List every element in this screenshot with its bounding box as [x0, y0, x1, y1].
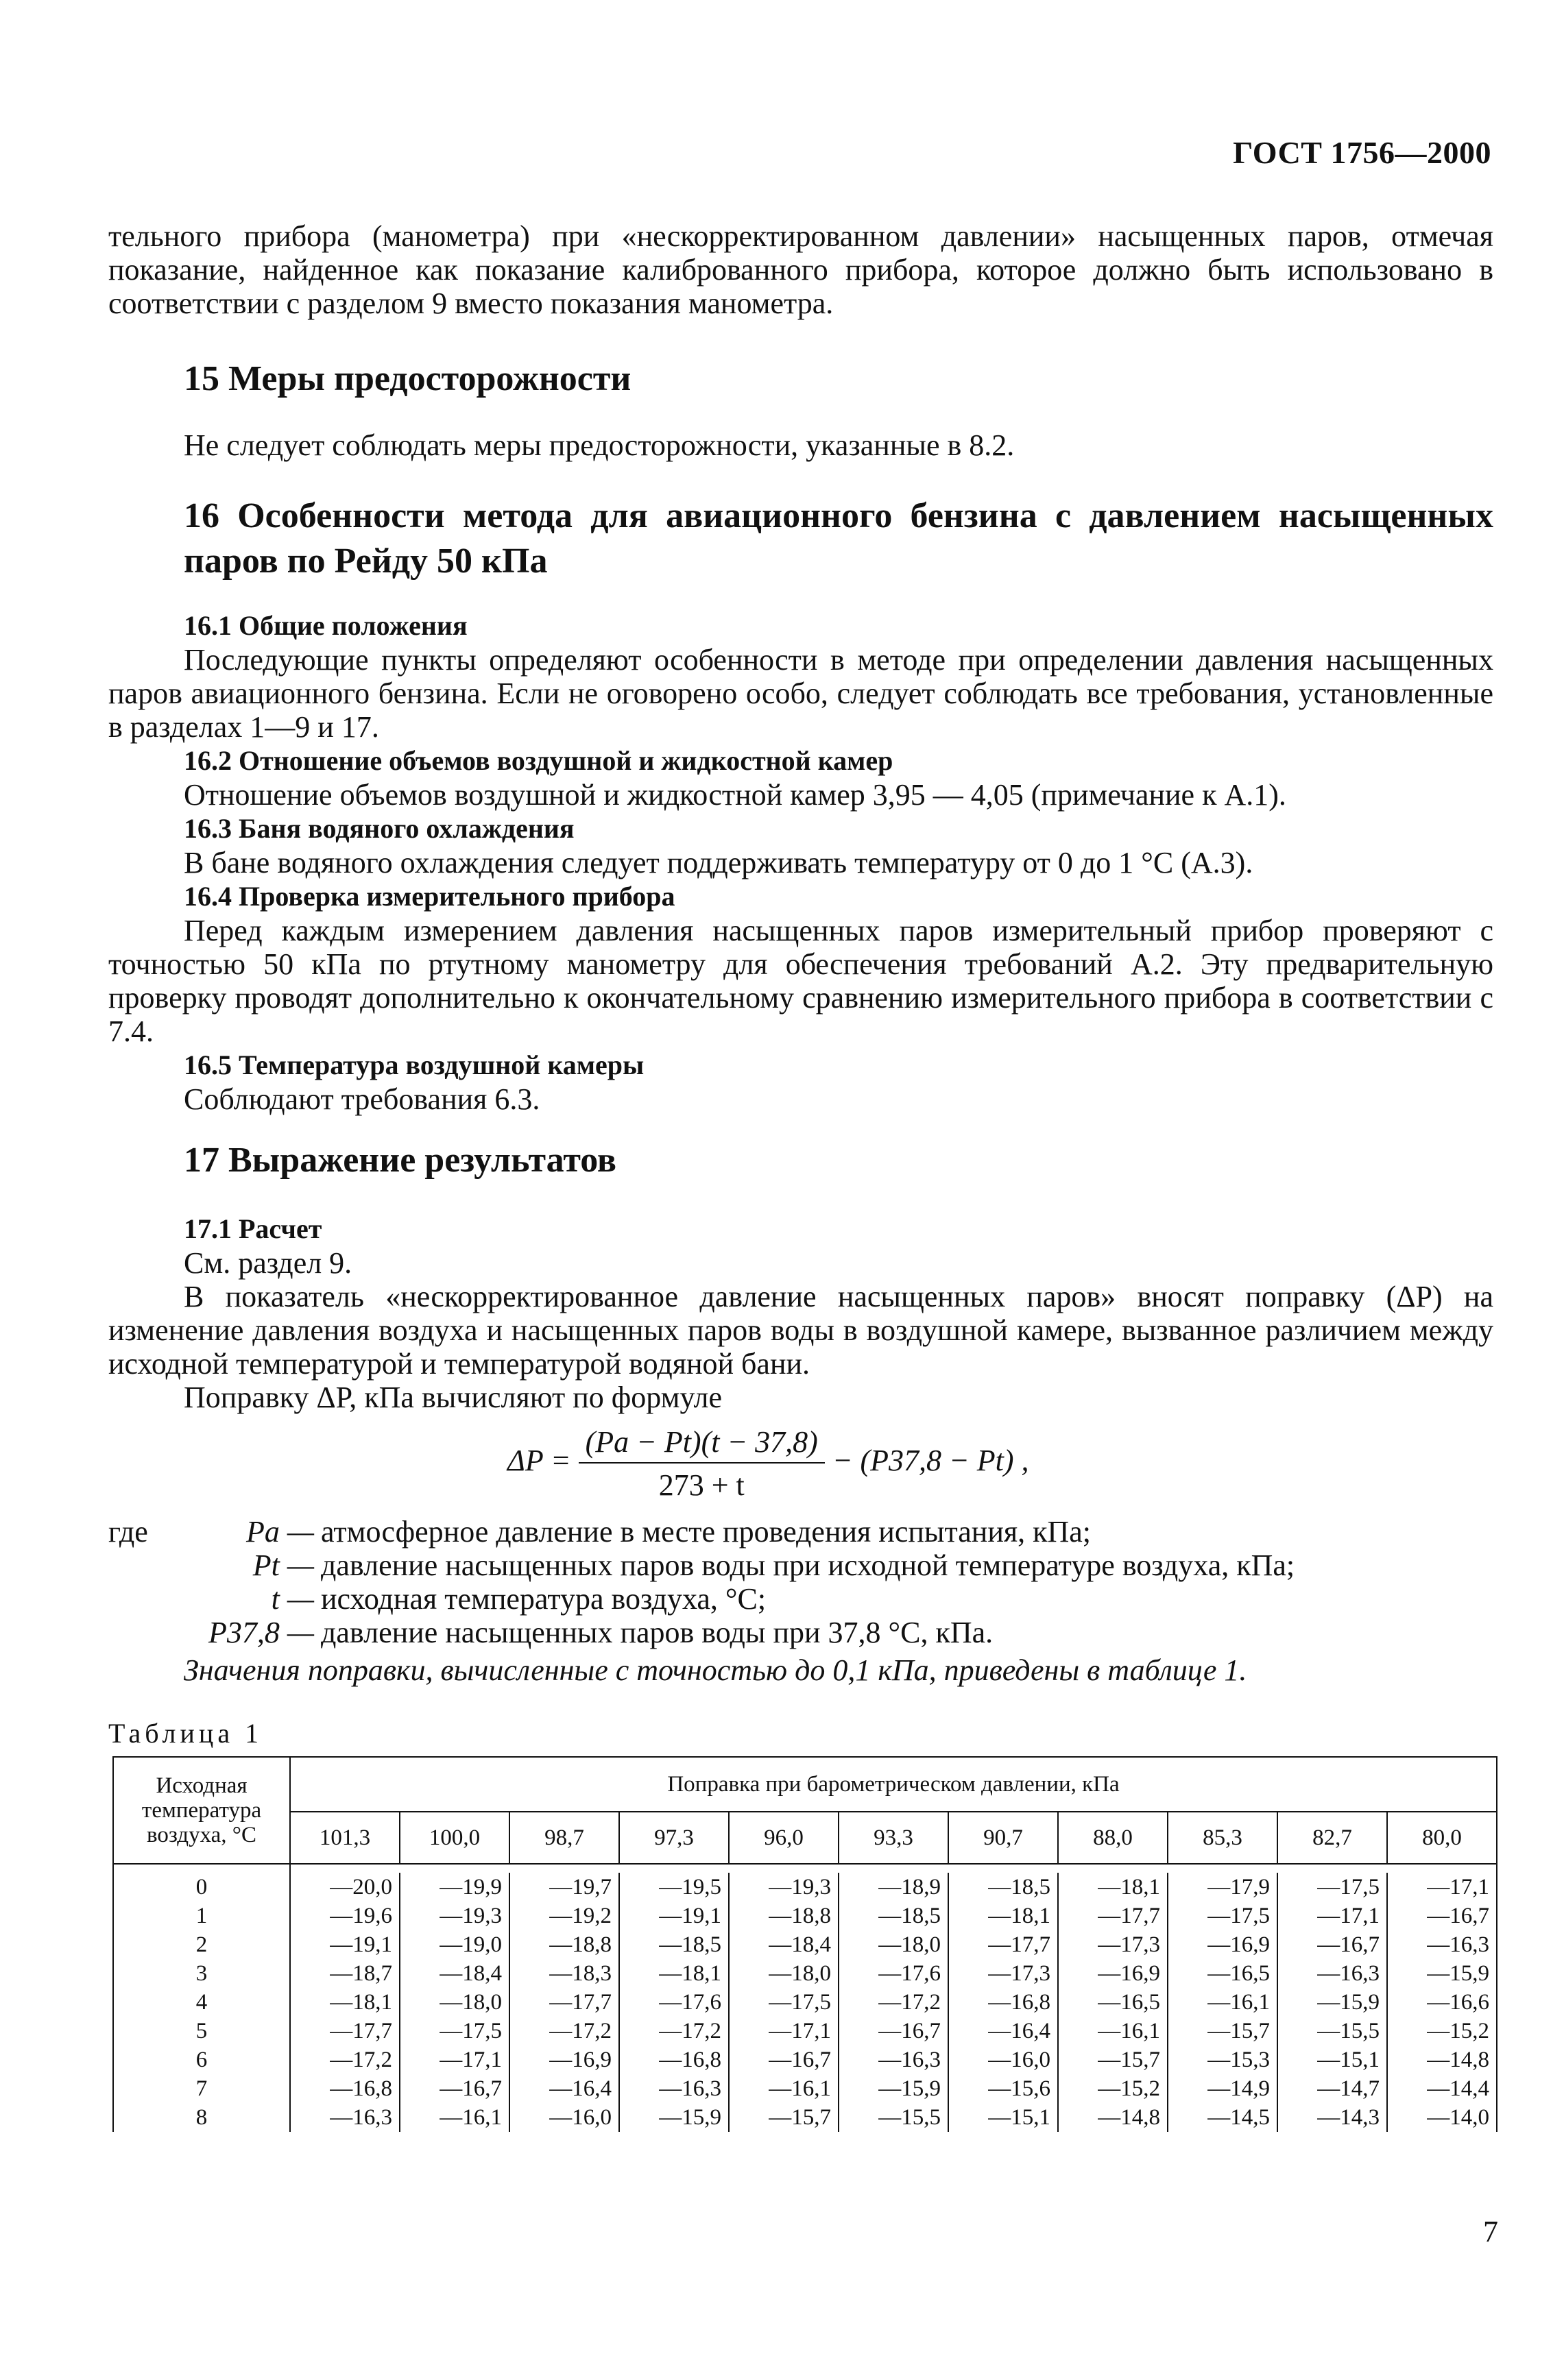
legend-desc: исходная температура воздуха, °С;: [321, 1582, 767, 1616]
correction-value-cell: —16,3: [839, 2045, 948, 2074]
correction-value-cell: —15,2: [1387, 2017, 1497, 2045]
column-header: 82,7: [1277, 1812, 1387, 1864]
row-header-line: Исходная: [156, 1773, 248, 1798]
correction-value-cell: —18,5: [619, 1930, 729, 1959]
correction-value-cell: —18,0: [400, 1988, 509, 2017]
row-header-line: воздуха, °С: [146, 1823, 256, 1847]
section-17-title: 17 Выражение результатов: [184, 1141, 616, 1180]
legend-symbol: Pt —: [252, 1549, 314, 1582]
correction-value-cell: —17,2: [619, 2017, 729, 2045]
correction-value-cell: —18,5: [948, 1873, 1058, 1902]
correction-value-cell: —16,3: [619, 2074, 729, 2103]
column-header: 88,0: [1058, 1812, 1168, 1864]
correction-value-cell: —15,9: [1277, 1988, 1387, 2017]
correction-value-cell: —17,6: [619, 1988, 729, 2017]
intro-paragraph: тельного прибора (манометра) при «нескорректированном давлении» насыщенных паров, отмечая показание, найденное как показание калиброванного прибора, которое должно быть использовано в соответствии с разделом 9 вместо показания манометра.: [108, 219, 1493, 320]
legend-prefix: где: [108, 1515, 148, 1549]
correction-value-cell: —17,5: [1277, 1873, 1387, 1902]
correction-value-cell: —17,3: [1058, 1930, 1168, 1959]
legend-row: [108, 1616, 1295, 1649]
subsection-16-5-text: Соблюдают требования 6.3.: [184, 1082, 540, 1116]
table-row: [113, 2074, 1497, 2103]
section-16-body: [108, 609, 1493, 1116]
formula-fraction: [579, 1424, 825, 1503]
column-header: 85,3: [1168, 1812, 1277, 1864]
legend-symbol: [108, 1515, 321, 1549]
table-row: [113, 1930, 1497, 1959]
table-column-header-row: [113, 1812, 1497, 1864]
column-header: 97,3: [619, 1812, 729, 1864]
temperature-cell: 0: [113, 1873, 290, 1902]
correction-value-cell: —15,3: [1168, 2045, 1277, 2074]
document-id: ГОСТ 1756—2000: [1233, 135, 1491, 170]
correction-value-cell: —17,1: [729, 2017, 839, 2045]
correction-value-cell: —19,9: [400, 1873, 509, 1902]
table-row: [113, 2103, 1497, 2132]
correction-value-cell: —16,3: [1387, 1930, 1497, 1959]
correction-value-cell: —19,3: [729, 1873, 839, 1902]
column-header: 80,0: [1387, 1812, 1497, 1864]
table-row: [113, 2017, 1497, 2045]
correction-table-wrap: [112, 1756, 1497, 2132]
correction-value-cell: —15,2: [1058, 2074, 1168, 2103]
section-17-body: [108, 1212, 1493, 1414]
correction-value-cell: —19,3: [400, 1902, 509, 1930]
temperature-cell: 4: [113, 1988, 290, 2017]
correction-value-cell: —19,6: [290, 1902, 400, 1930]
table-row: [113, 1988, 1497, 2017]
correction-value-cell: —15,9: [619, 2103, 729, 2132]
section-16-title-line2: паров по Рейду 50 кПа: [184, 542, 548, 581]
legend-row: [108, 1549, 1295, 1582]
table-row: [113, 1959, 1497, 1988]
correction-value-cell: —16,5: [1168, 1959, 1277, 1988]
correction-value-cell: —15,5: [839, 2103, 948, 2132]
correction-value-cell: —15,7: [1168, 2017, 1277, 2045]
correction-formula: [507, 1424, 1028, 1503]
correction-value-cell: —16,3: [1277, 1959, 1387, 1988]
correction-value-cell: —15,1: [1277, 2045, 1387, 2074]
column-header: 96,0: [729, 1812, 839, 1864]
correction-value-cell: —16,3: [290, 2103, 400, 2132]
table-body: [113, 1864, 1497, 2132]
subsection-16-4-title: 16.4 Проверка измерительного прибора: [184, 881, 675, 912]
correction-value-cell: —19,2: [509, 1902, 619, 1930]
correction-value-cell: —16,7: [839, 2017, 948, 2045]
section-16-title-line1: 16 Особенности метода для авиационного бензина с давлением насыщенных: [184, 496, 1493, 535]
correction-value-cell: —14,5: [1168, 2103, 1277, 2132]
formula-legend: [108, 1515, 1295, 1649]
correction-value-cell: —16,1: [1168, 1988, 1277, 2017]
row-header-cell: [113, 1757, 290, 1864]
correction-value-cell: —17,3: [948, 1959, 1058, 1988]
correction-value-cell: —16,1: [400, 2103, 509, 2132]
correction-value-cell: —18,1: [290, 1988, 400, 2017]
correction-value-cell: —18,1: [1058, 1873, 1168, 1902]
legend-symbol: t —: [271, 1582, 314, 1616]
correction-value-cell: —16,1: [729, 2074, 839, 2103]
subsection-16-4-text: Перед каждым измерением давления насыщенных паров измерительный прибор проверяют с точностью 50 кПа по ртутному манометру для обеспечения требований А.2. Эту предварительную проверку проводят дополнительно к окончательному сравнению измерительного прибора в соответствии с 7.4.: [108, 914, 1493, 1048]
column-header: 101,3: [290, 1812, 400, 1864]
correction-value-cell: —18,9: [839, 1873, 948, 1902]
temperature-cell: 8: [113, 2103, 290, 2132]
correction-value-cell: —16,4: [509, 2074, 619, 2103]
correction-value-cell: —17,2: [839, 1988, 948, 2017]
temperature-cell: 1: [113, 1902, 290, 1930]
correction-value-cell: —16,9: [509, 2045, 619, 2074]
correction-value-cell: —17,7: [509, 1988, 619, 2017]
correction-value-cell: —16,7: [400, 2074, 509, 2103]
legend-symbol: P37,8 —: [208, 1616, 314, 1649]
correction-value-cell: —18,8: [729, 1902, 839, 1930]
correction-value-cell: —16,6: [1387, 1988, 1497, 2017]
formula-lhs: ΔP =: [507, 1444, 571, 1478]
correction-value-cell: —18,7: [290, 1959, 400, 1988]
correction-value-cell: —14,3: [1277, 2103, 1387, 2132]
section-15-title: 15 Меры предосторожности: [184, 359, 631, 398]
correction-value-cell: —15,9: [839, 2074, 948, 2103]
table-row: [113, 2045, 1497, 2074]
subsection-16-2-text: Отношение объемов воздушной и жидкостной камер 3,95 — 4,05 (примечание к А.1).: [184, 778, 1286, 812]
correction-value-cell: —17,2: [290, 2045, 400, 2074]
table-header-row: [113, 1757, 1497, 1812]
correction-value-cell: —16,1: [1058, 2017, 1168, 2045]
correction-value-cell: —19,1: [290, 1930, 400, 1959]
column-header: 93,3: [839, 1812, 948, 1864]
subsection-16-1-title: 16.1 Общие положения: [184, 610, 468, 641]
correction-value-cell: —19,0: [400, 1930, 509, 1959]
correction-value-cell: —14,0: [1387, 2103, 1497, 2132]
subsection-16-1-text: Последующие пункты определяют особенности в методе при определении давления насыщенных паров авиационного бензина. Если не оговорено особо, следует соблюдать все требования, установленные в разделах 1—9 и 17.: [108, 643, 1493, 744]
correction-value-cell: —16,0: [509, 2103, 619, 2132]
temperature-cell: 3: [113, 1959, 290, 1988]
correction-value-cell: —16,7: [729, 2045, 839, 2074]
correction-value-cell: —17,5: [729, 1988, 839, 2017]
correction-value-cell: —17,7: [948, 1930, 1058, 1959]
correction-value-cell: —17,7: [290, 2017, 400, 2045]
legend-row: [108, 1582, 1295, 1616]
correction-value-cell: —14,9: [1168, 2074, 1277, 2103]
table-caption: Таблица 1: [108, 1718, 263, 1749]
row-header-line: температура: [141, 1798, 262, 1823]
correction-value-cell: —14,8: [1387, 2045, 1497, 2074]
correction-table: [112, 1756, 1497, 2132]
correction-value-cell: —16,7: [1387, 1902, 1497, 1930]
correction-value-cell: —18,1: [948, 1902, 1058, 1930]
correction-value-cell: —19,7: [509, 1873, 619, 1902]
page-number: 7: [1483, 2215, 1498, 2248]
table-note: Значения поправки, вычисленные с точностью до 0,1 кПа, приведены в таблице 1.: [184, 1653, 1247, 1687]
correction-value-cell: —16,0: [948, 2045, 1058, 2074]
correction-value-cell: —16,8: [948, 1988, 1058, 2017]
correction-value-cell: —18,8: [509, 1930, 619, 1959]
column-header: 90,7: [948, 1812, 1058, 1864]
legend-desc: атмосферное давление в месте проведения испытания, кПа;: [321, 1515, 1092, 1549]
legend-desc: давление насыщенных паров воды при исходной температуре воздуха, кПа;: [321, 1549, 1295, 1582]
formula-denominator: 273 + t: [658, 1468, 745, 1502]
correction-value-cell: —14,8: [1058, 2103, 1168, 2132]
correction-value-cell: —15,5: [1277, 2017, 1387, 2045]
correction-value-cell: —16,8: [619, 2045, 729, 2074]
section-16-title: [184, 494, 1493, 584]
correction-value-cell: —17,9: [1168, 1873, 1277, 1902]
formula-numerator: (Pa − Pt)(t − 37,8): [579, 1424, 825, 1464]
subsection-16-2-title: 16.2 Отношение объемов воздушной и жидкостной камер: [184, 745, 893, 776]
subsection-17-1-ref: См. раздел 9.: [184, 1246, 352, 1280]
subsection-17-1-title: 17.1 Расчет: [184, 1213, 322, 1244]
table-row: [113, 1873, 1497, 1902]
formula-rest: − (P37,8 − Pt) ,: [832, 1444, 1029, 1478]
formula-intro: Поправку ΔP, кПа вычисляют по формуле: [184, 1381, 722, 1414]
correction-value-cell: —18,4: [400, 1959, 509, 1988]
correction-value-cell: —17,5: [1168, 1902, 1277, 1930]
correction-value-cell: —17,1: [1277, 1902, 1387, 1930]
subsection-17-1-text: В показатель «нескорректированное давление насыщенных паров» вносят поправку (ΔP) на изменение давления воздуха и насыщенных паров воды в воздушной камере, вызванное различием между исходной температурой и температурой водяной бани.: [108, 1280, 1493, 1381]
correction-value-cell: —17,5: [400, 2017, 509, 2045]
correction-value-cell: —18,1: [619, 1959, 729, 1988]
column-group-header: Поправка при барометрическом давлении, кПа: [290, 1757, 1497, 1812]
section-15-text: Не следует соблюдать меры предосторожности, указанные в 8.2.: [184, 428, 1015, 462]
subsection-16-3-title: 16.3 Баня водяного охлаждения: [184, 813, 575, 844]
correction-value-cell: —18,5: [839, 1902, 948, 1930]
table-spacer-row: [113, 1864, 1497, 1873]
temperature-cell: 2: [113, 1930, 290, 1959]
correction-value-cell: —16,5: [1058, 1988, 1168, 2017]
temperature-cell: 6: [113, 2045, 290, 2074]
correction-value-cell: —16,4: [948, 2017, 1058, 2045]
correction-value-cell: —15,9: [1387, 1959, 1497, 1988]
legend-symbol-text: Pa —: [246, 1515, 314, 1549]
correction-value-cell: —17,7: [1058, 1902, 1168, 1930]
correction-value-cell: —17,2: [509, 2017, 619, 2045]
temperature-cell: 7: [113, 2074, 290, 2103]
subsection-16-5-title: 16.5 Температура воздушной камеры: [184, 1049, 645, 1080]
correction-value-cell: —16,8: [290, 2074, 400, 2103]
correction-value-cell: —19,1: [619, 1902, 729, 1930]
subsection-16-3-text: В бане водяного охлаждения следует поддерживать температуру от 0 до 1 °С (А.3).: [184, 846, 1253, 879]
correction-value-cell: —18,0: [839, 1930, 948, 1959]
correction-value-cell: —15,7: [729, 2103, 839, 2132]
correction-value-cell: —20,0: [290, 1873, 400, 1902]
correction-value-cell: —17,1: [400, 2045, 509, 2074]
correction-value-cell: —14,7: [1277, 2074, 1387, 2103]
correction-value-cell: —15,6: [948, 2074, 1058, 2103]
correction-value-cell: —18,0: [729, 1959, 839, 1988]
correction-value-cell: —15,1: [948, 2103, 1058, 2132]
correction-value-cell: —19,5: [619, 1873, 729, 1902]
table-row: [113, 1902, 1497, 1930]
correction-value-cell: —15,7: [1058, 2045, 1168, 2074]
correction-value-cell: —16,9: [1168, 1930, 1277, 1959]
correction-value-cell: —18,3: [509, 1959, 619, 1988]
correction-value-cell: —16,7: [1277, 1930, 1387, 1959]
correction-value-cell: —14,4: [1387, 2074, 1497, 2103]
correction-value-cell: —16,9: [1058, 1959, 1168, 1988]
correction-value-cell: —17,1: [1387, 1873, 1497, 1902]
column-header: 100,0: [400, 1812, 509, 1864]
legend-desc: давление насыщенных паров воды при 37,8 °С, кПа.: [321, 1616, 994, 1649]
correction-value-cell: —17,6: [839, 1959, 948, 1988]
correction-value-cell: —18,4: [729, 1930, 839, 1959]
temperature-cell: 5: [113, 2017, 290, 2045]
column-header: 98,7: [509, 1812, 619, 1864]
legend-row: [108, 1515, 1295, 1549]
